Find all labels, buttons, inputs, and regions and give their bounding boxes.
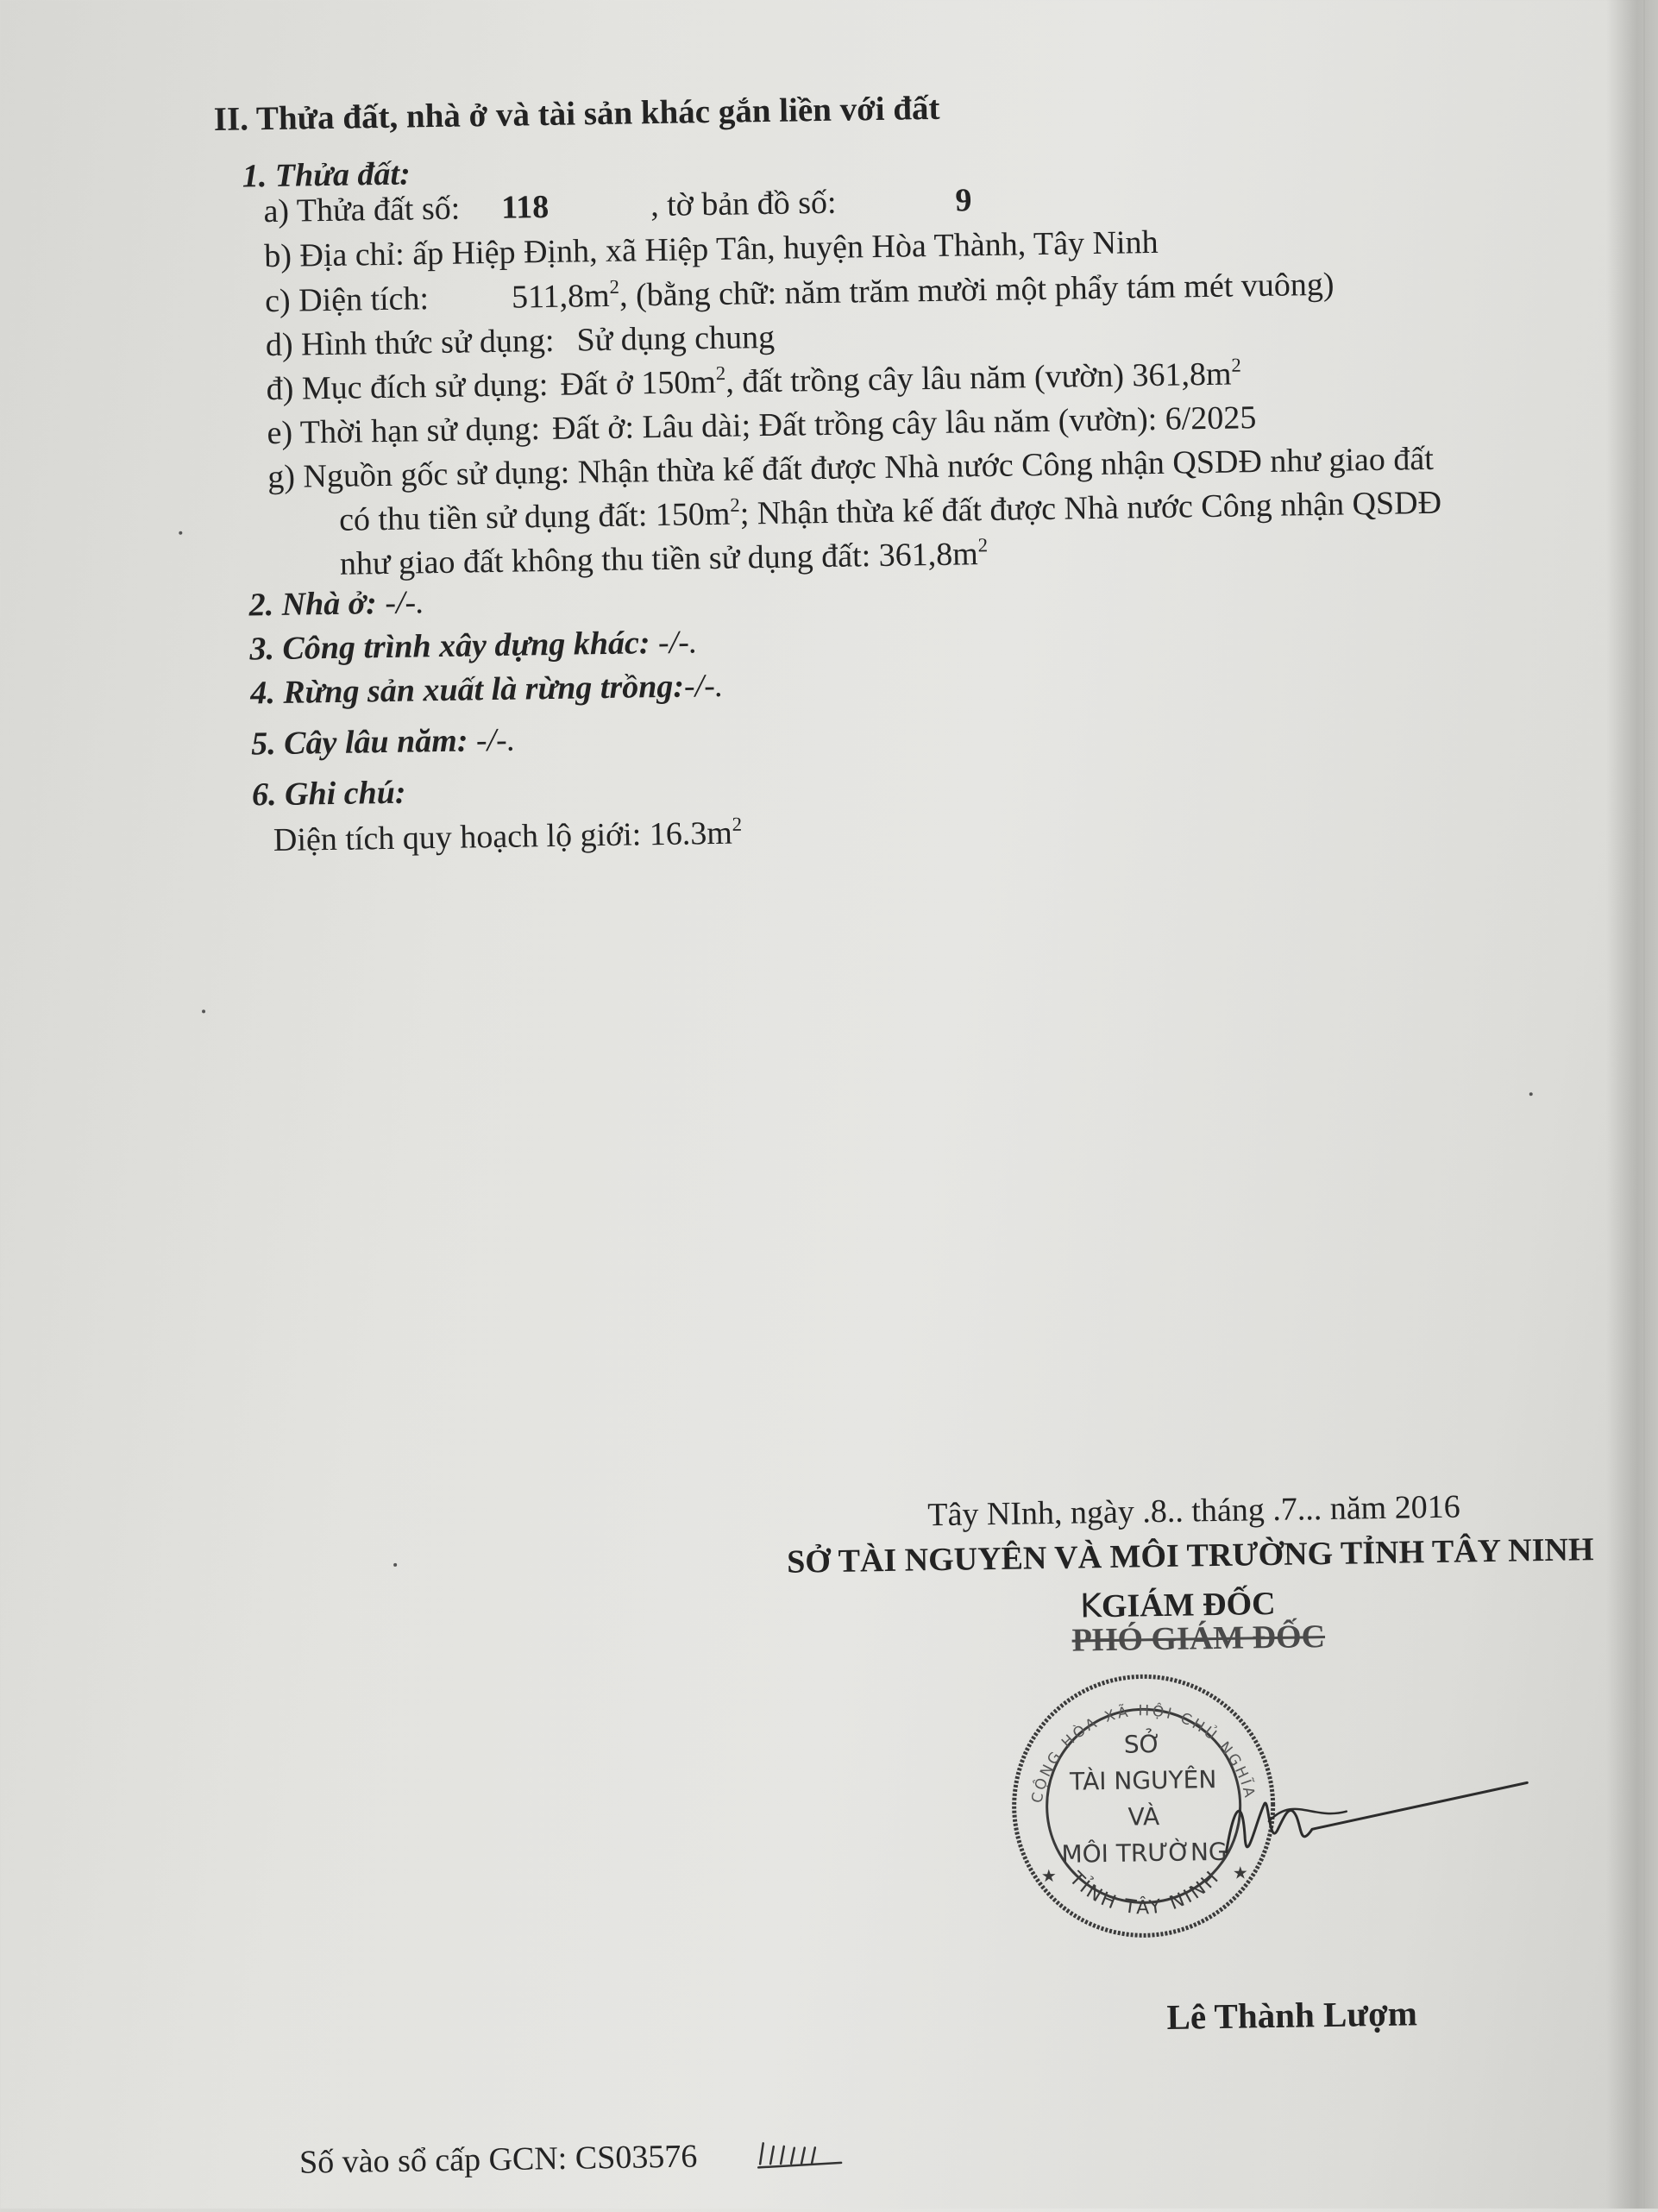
origin-line-3: như giao đất không thu tiền sử dụng đất: 361,8m <box>339 536 979 582</box>
gcn-register-row <box>299 2140 698 2182</box>
notes-text: Diện tích quy hoạch lộ giới: 16.3m <box>273 814 733 859</box>
origin-line-2a: có thu tiền sử dụng đất: 150m <box>338 495 731 538</box>
section-heading: II. Thửa đất, nhà ở và tài sản khác gắn liền với đất <box>213 89 940 139</box>
purpose-superscript-2: 2 <box>1231 354 1241 376</box>
origin-row-2 <box>339 486 1442 539</box>
origin-superscript-1: 2 <box>730 493 740 516</box>
perennial-row <box>251 723 516 764</box>
svg-text:★: ★ <box>1232 1862 1249 1883</box>
house-heading: 2. Nhà ở: <box>248 585 378 624</box>
notes-row <box>273 813 743 859</box>
purpose-value-residential: Đất ở 150m <box>560 363 717 403</box>
forest-row <box>250 669 724 712</box>
paper-speck <box>179 531 182 535</box>
area-superscript: 2 <box>609 275 620 298</box>
map-sheet-value: 9 <box>955 182 972 219</box>
house-row <box>248 585 424 624</box>
svg-text:SỞ: SỞ <box>1123 1730 1162 1759</box>
notes-heading: 6. Ghi chú: <box>251 774 406 814</box>
house-value: -/-. <box>384 584 424 621</box>
svg-text:CỘNG HÒA XÃ HỘI CHỦ NGHĨA: CỘNG HÒA XÃ HỘI CHỦ NGHĨA <box>1028 1702 1259 1805</box>
area-in-words: , (bằng chữ: năm trăm mười một phẩy tám mét vuông) <box>619 266 1335 314</box>
paper-speck <box>393 1563 397 1567</box>
signer-name: Lê Thành Lượm <box>1166 1993 1418 2037</box>
svg-text:VÀ: VÀ <box>1127 1802 1160 1832</box>
date-year: năm 2016 <box>1329 1488 1461 1527</box>
signatory-title-block <box>1071 1584 1326 1659</box>
usage-form-label: d) Hình thức sử dụng: <box>265 322 555 364</box>
forest-value: -/-. <box>683 667 724 705</box>
struck-deputy-title: PHÓ GIÁM ĐỐC <box>1071 1618 1326 1659</box>
area-row <box>265 267 1335 320</box>
handwritten-tick-marks <box>755 2137 851 2173</box>
date-month: .7... <box>1272 1491 1322 1528</box>
construction-row <box>249 625 698 668</box>
svg-text:TÀI NGUYÊN: TÀI NGUYÊN <box>1069 1765 1217 1796</box>
gcn-value: CS03576 <box>575 2138 698 2177</box>
origin-line-1: Nhận thừa kế đất được Nhà nước Công nhận QSDĐ như giao đất <box>577 440 1435 491</box>
term-label: e) Thời hạn sử dụng: <box>267 411 541 452</box>
origin-row-3 <box>339 534 989 583</box>
origin-superscript-2: 2 <box>977 534 989 556</box>
purpose-value-perennial: , đất trồng cây lâu năm (vườn) 361,8m <box>725 355 1232 400</box>
term-row <box>267 400 1256 452</box>
svg-text:MÔI TRƯỜNG: MÔI TRƯỜNG <box>1061 1837 1228 1869</box>
address-value: ấp Hiệp Định, xã Hiệp Tân, huyện Hòa Thành, Tây Ninh <box>411 223 1159 273</box>
origin-label: g) Nguồn gốc sử dụng: <box>267 454 570 496</box>
construction-value: -/-. <box>657 624 698 662</box>
perennial-heading: 5. Cây lâu năm: <box>250 722 468 763</box>
purpose-row <box>266 356 1241 408</box>
origin-line-2b: ; Nhận thừa kế đất được Nhà nước Công nhận QSDĐ <box>739 484 1442 532</box>
area-number: 511,8m <box>511 277 611 316</box>
handwritten-signature <box>1216 1765 1546 1891</box>
signatory-title <box>1071 1584 1326 1659</box>
construction-heading: 3. Công trình xây dựng khác: <box>249 625 650 668</box>
area-label: c) Diện tích: <box>264 280 430 320</box>
usage-form-value: Sử dụng chung <box>576 318 776 359</box>
date-day: .8.. <box>1142 1492 1184 1530</box>
date-month-label: tháng <box>1191 1492 1265 1530</box>
issuing-agency: SỞ TÀI NGUYÊN VÀ MÔI TRƯỜNG TỈNH TÂY NINH <box>786 1531 1594 1580</box>
gcn-label: Số vào sổ cấp GCN: <box>298 2140 568 2181</box>
term-value: Đất ở: Lâu dài; Đất trồng cây lâu năm (vườn): 6/2025 <box>551 399 1257 447</box>
svg-text:TỈNH TÂY NINH: TỈNH TÂY NINH <box>1065 1865 1225 1920</box>
map-sheet-label: , tờ bản đồ số: <box>650 184 837 224</box>
address-row <box>264 225 1159 275</box>
notes-superscript: 2 <box>732 813 743 835</box>
svg-text:★: ★ <box>1040 1864 1058 1887</box>
paper-speck <box>1529 1092 1533 1096</box>
purpose-superscript-1: 2 <box>715 361 726 385</box>
purpose-label: đ) Mục đích sử dụng: <box>266 366 549 408</box>
place-date-line <box>927 1490 1460 1534</box>
perennial-value: -/-. <box>475 721 516 759</box>
usage-form-row <box>266 320 776 364</box>
parcel-number-value: 118 <box>500 188 550 226</box>
kt-mark: K <box>1079 1587 1102 1625</box>
parcel-number-label: a) Thửa đất số: <box>263 190 461 230</box>
parcel-heading: 1. Thửa đất: <box>242 155 411 195</box>
address-label: b) Địa chỉ: <box>263 236 405 275</box>
director-title: GIÁM ĐỐC <box>1101 1585 1276 1625</box>
forest-heading: 4. Rừng sản xuất là rừng trồng: <box>249 668 685 712</box>
place-date-prefix: Tây NInh, ngày <box>927 1493 1135 1534</box>
paper-speck <box>202 1009 205 1013</box>
